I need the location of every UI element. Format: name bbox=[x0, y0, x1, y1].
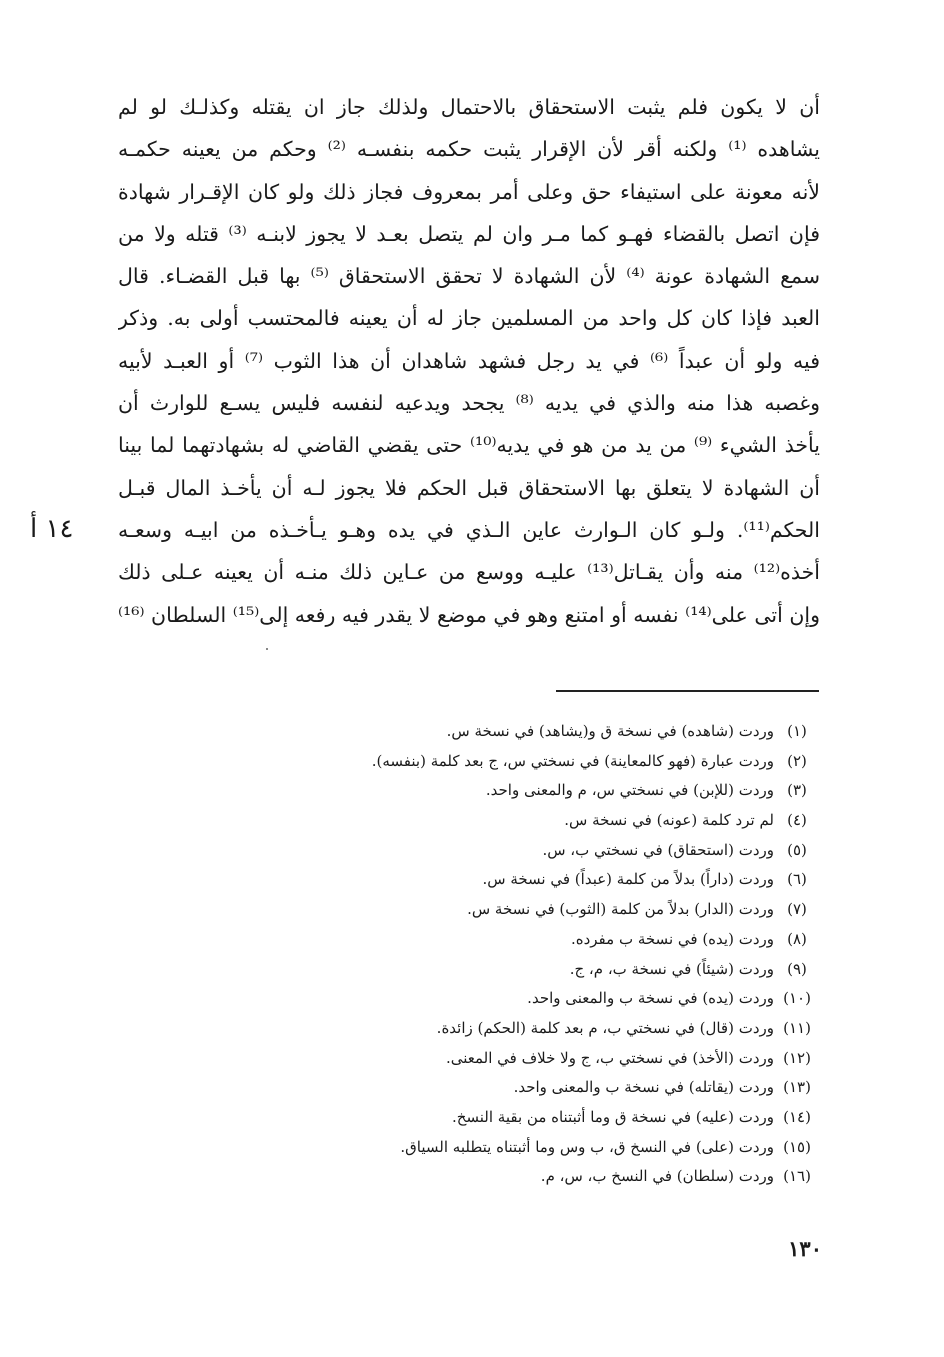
footnote-text: وردت (شاهده) في نسخة ق و(يشاهد) في نسخة س. bbox=[446, 722, 774, 740]
footnote-number: (١٢) bbox=[783, 1048, 811, 1067]
footnote-number: (٥) bbox=[787, 840, 807, 859]
footnote bbox=[200, 776, 820, 806]
footnote-number: (٨) bbox=[787, 929, 807, 948]
footnote-text: وردت (للإبن) في نسختي س، م والمعنى واحد. bbox=[485, 781, 774, 800]
footnote bbox=[200, 717, 820, 747]
footnote-text: وردت (الدار) بدلاً من كلمة (الثوب) في نسخة س. bbox=[467, 900, 774, 919]
footnote-text: وردت (الأخذ) في نسختي ب، ج ولا خلاف في المعنى. bbox=[445, 1048, 774, 1067]
footnote bbox=[200, 1133, 820, 1163]
footnote-text: وردت (شيئاً) في نسخة ب، م، ج. bbox=[569, 959, 774, 978]
footnote-text: وردت (يده) في نسخة ب والمعنى واحد. bbox=[527, 989, 774, 1008]
footnote-number: (١٦) bbox=[783, 1167, 811, 1186]
footnote bbox=[200, 836, 820, 866]
footnotes-list bbox=[200, 717, 820, 1192]
footnote-text: وردت عبارة (فهو كالمعاينة) في نسختي س، ج بعد كلمة (بنفسه). bbox=[371, 751, 774, 770]
text-line: لأنه معونة على استيفاء حق وعلى أمر بمعروف فجاز ذلك ولو كان الإقـرار شهادة bbox=[118, 179, 820, 204]
footnote-text: وردت (يده) في نسخة ب مفرده. bbox=[570, 929, 774, 948]
text-line: أن الشهادة لا يتعلق بها الاستحقاق قبل الحكم فلا يجوز لـه أن يأخـذ المال قبـل bbox=[118, 475, 820, 500]
footnote-number: (١١) bbox=[783, 1018, 811, 1037]
text-line: وغصبه هذا منه والذي في يديه ⁽⁸⁾ يجحد ويدعيه لنفسه فليس يسـع للوارث أن bbox=[118, 391, 820, 416]
footnote bbox=[200, 806, 820, 836]
text-line: يأخذ الشيء ⁽⁹⁾ من يد من هو في يديه⁽¹⁰⁾ حتى يقضي القاضي له بشهادتهما لما بينا bbox=[118, 433, 820, 458]
footnote-number: (٢) bbox=[787, 751, 807, 770]
footnote-text: وردت (استحقاق) في نسختي ب، س. bbox=[542, 840, 774, 859]
stray-mark bbox=[266, 648, 268, 650]
text-line: العبد فإذا كان كل واحد من المسلمين جاز له أن يعينه فالمحتسب أولى به. وذكر bbox=[118, 306, 820, 331]
footnote bbox=[200, 747, 820, 777]
footnote bbox=[200, 865, 820, 895]
text-line: وإن أتى على⁽¹⁴⁾ نفسه أو امتنع وهو في موضع لا يقدر فيه رفعه إلى⁽¹⁵⁾ السلطان ⁽¹⁶⁾ bbox=[118, 602, 820, 627]
footnote-number: (٧) bbox=[787, 900, 807, 919]
footnote-number: (٩) bbox=[787, 959, 807, 978]
footnote-text: وردت (عليه) في نسخة ق وما أثبتناه من بقية النسخ. bbox=[451, 1107, 774, 1126]
footnote-divider bbox=[556, 690, 819, 692]
footnote bbox=[200, 1014, 820, 1044]
footnote bbox=[200, 1073, 820, 1103]
footnote-text: وردت (يقاتله) في نسخة ب والمعنى واحد. bbox=[513, 1078, 774, 1097]
text-line: فإن اتصل بالقضاء فهـو كما مـر وان لم يتصل بعـد لا يجوز لابنـه ⁽³⁾ قتله ولا من bbox=[118, 221, 820, 246]
manuscript-folio-marker: ١٤ أ bbox=[30, 514, 74, 544]
footnote bbox=[200, 955, 820, 985]
footnote bbox=[200, 1103, 820, 1133]
footnote-text: وردت (قال) في نسختي ب، م بعد كلمة (الحكم) زائدة. bbox=[436, 1018, 774, 1037]
text-line: أخذه⁽¹²⁾ منه وأن يقـاتل⁽¹³⁾ عليـه ووسع من عـاين ذلك منـه أن يعينه عـلى ذلك bbox=[118, 560, 820, 585]
footnote-number: (٦) bbox=[787, 870, 807, 889]
text-line: فيه ولو أن عبداً ⁽⁶⁾ في يد رجل فشهد شاهدان أن هذا الثوب ⁽⁷⁾ أو العبـد لأبيه bbox=[118, 348, 820, 373]
footnote-number: (١٤) bbox=[783, 1107, 811, 1126]
footnote-number: (١) bbox=[787, 722, 807, 740]
text-line: الحكم⁽¹¹⁾. ولـو كان الـوارث عاين الـذي في يده وهـو يـأخـذه من ابيـه وسعـه bbox=[118, 517, 820, 542]
footnote bbox=[200, 895, 820, 925]
footnote bbox=[200, 984, 820, 1014]
footnote bbox=[200, 1044, 820, 1074]
page-number: ١٣٠ bbox=[788, 1236, 822, 1261]
footnote-text: وردت (داراً) بدلاً من كلمة (عبداً) في نسخة س. bbox=[482, 870, 774, 889]
text-line: سمع الشهادة عونة ⁽⁴⁾ لأن الشهادة لا تحقق الاستحقاق ⁽⁵⁾ بها قبل القضـاء. قال bbox=[118, 264, 820, 289]
footnote-number: (٤) bbox=[787, 811, 807, 830]
text-line: يشاهده ⁽¹⁾ ولكنه أقر لأن الإقرار يثبت حكمه بنفسـه ⁽²⁾ وحكم من يعينه حكمـه bbox=[118, 137, 820, 162]
footnote-text: لم ترد كلمة (عونه) في نسخة س. bbox=[564, 811, 774, 830]
footnote-text: وردت (سلطان) في النسخ ب، س، م. bbox=[540, 1167, 774, 1186]
footnote-text: وردت (على) في النسخ ق، ب وس وما أثبتناه يتطلبه السياق. bbox=[400, 1137, 774, 1156]
text-line: أن لا يكون فلم يثبت الاستحقاق بالاحتمال ولذلك جاز ان يقتله وكذلـك لو لم bbox=[118, 95, 820, 119]
footnote-number: (١٥) bbox=[783, 1137, 811, 1156]
footnote bbox=[200, 925, 820, 955]
footnote-number: (٣) bbox=[787, 781, 807, 800]
main-text-block bbox=[118, 86, 820, 636]
footnote bbox=[200, 1162, 820, 1192]
footnote-number: (١٠) bbox=[783, 989, 811, 1008]
footnote-number: (١٣) bbox=[783, 1078, 811, 1097]
